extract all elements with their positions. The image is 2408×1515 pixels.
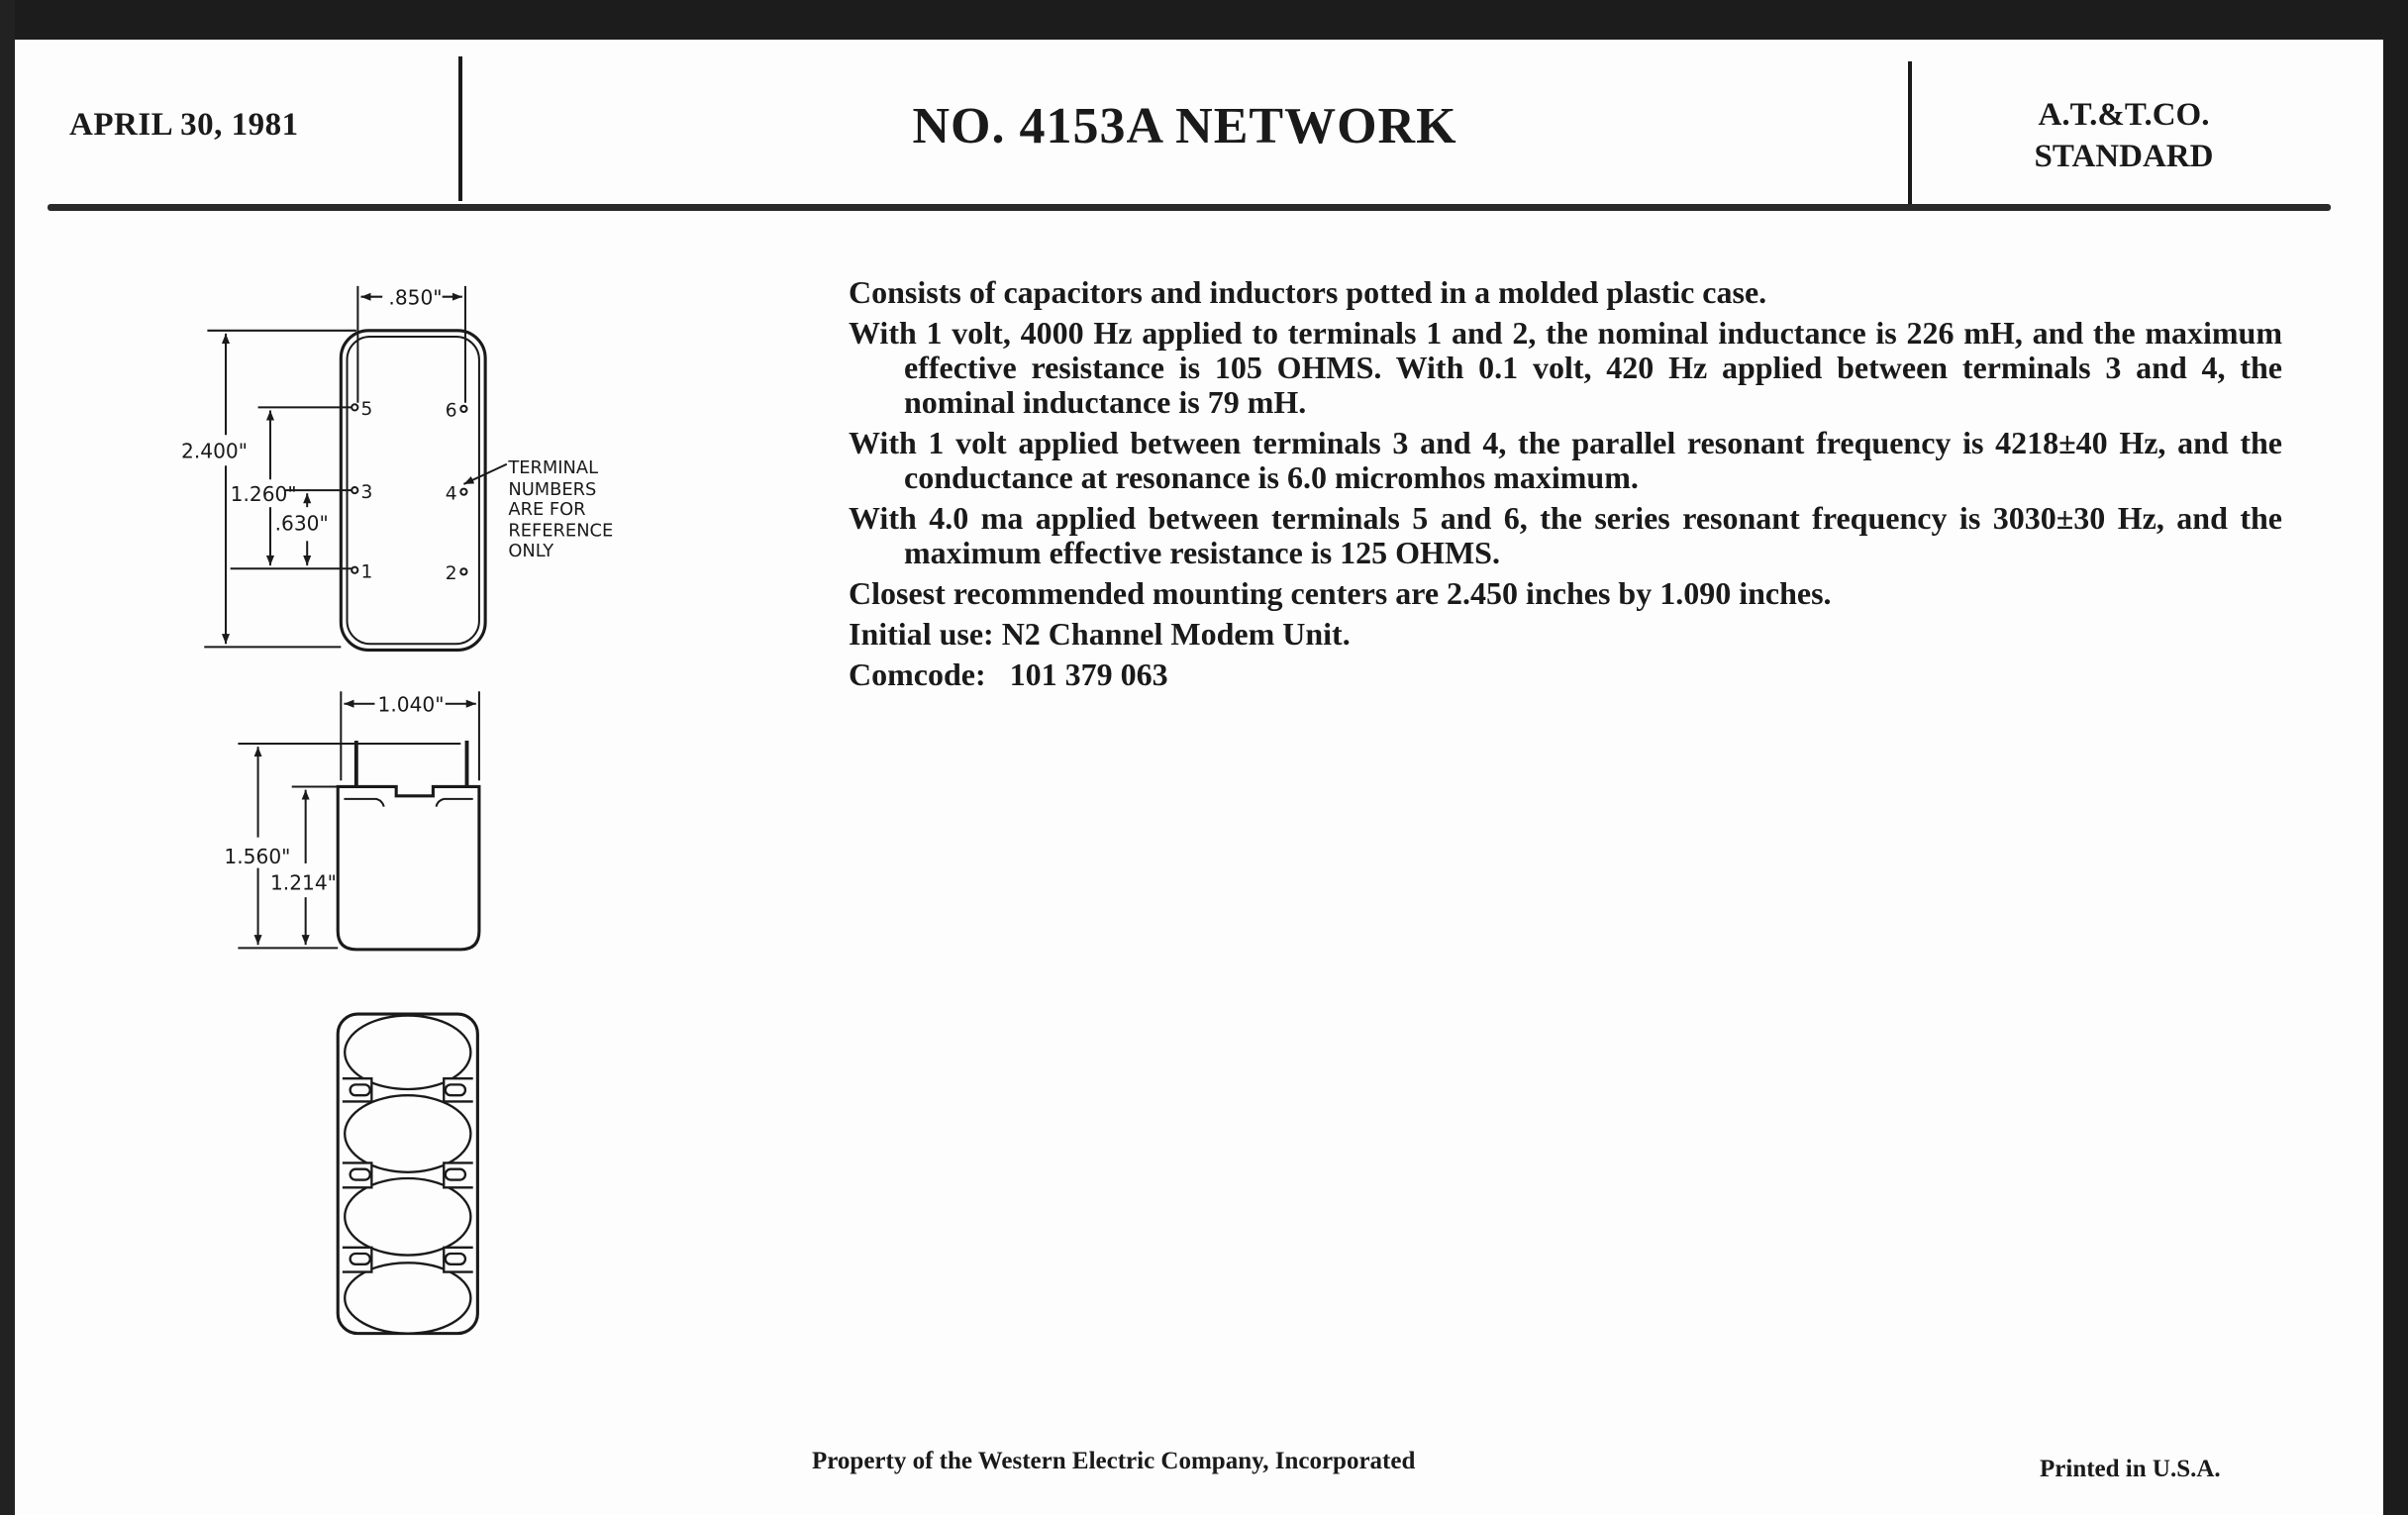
note-line: TERMINAL: [508, 457, 599, 479]
property-notice: Property of the Western Electric Company, Incorporated: [812, 1448, 1416, 1474]
standard-line-1: A.T.&T.CO.: [2038, 97, 2210, 133]
note-line: ONLY: [508, 540, 554, 561]
side-width-dim-label: 1.040": [377, 692, 445, 717]
terminal-5: 5: [360, 399, 373, 421]
description-paragraph: With 1 volt, 4000 Hz applied to terminals 1 and 2, the nominal inductance is 226 mH, and the maximum effective resistance is 105 OHMS. With 0.1 volt, 420 Hz applied between terminals 3 and 4, the nominal inductance is 79 mH.: [849, 315, 2282, 420]
description-paragraph: Comcode: 101 379 063: [849, 656, 1168, 692]
note-line: REFERENCE: [508, 520, 614, 542]
issue-date: APRIL 30, 1981: [69, 107, 299, 143]
terminal-3: 3: [360, 481, 373, 503]
printed-notice: Printed in U.S.A.: [2040, 1456, 2221, 1482]
height-dim-label: 2.400": [181, 439, 249, 463]
description-paragraph: With 1 volt applied between terminals 3 and 4, the parallel resonant frequency is 4218±40 Hz, and the conductance at resonance is 6.0 micromhos maximum.: [849, 425, 2282, 495]
description-paragraph: Closest recommended mounting centers are 2.450 inches by 1.090 inches.: [849, 575, 1832, 611]
bottom-view: [338, 1014, 477, 1334]
body-height-dim-label: 1.214": [269, 870, 337, 895]
side-view: [238, 691, 479, 950]
width-dim-label: .850": [388, 285, 443, 310]
overall-height-dim-label: 1.560": [224, 845, 291, 869]
terminal-note: [507, 457, 613, 561]
description-paragraph: Initial use: N2 Channel Modem Unit.: [849, 616, 1351, 652]
terminal-2: 2: [445, 563, 457, 585]
terminal-1: 1: [360, 561, 373, 583]
terminal-6: 6: [445, 400, 457, 422]
note-line: ARE FOR: [508, 498, 586, 520]
spacing-dim-label: 1.260": [230, 481, 297, 506]
description-paragraph: With 4.0 ma applied between terminals 5 and 6, the series resonant frequency is 3030±30 Hz, and the maximum effective resistance is 125 OHMS.: [849, 500, 2282, 570]
note-line: NUMBERS: [508, 478, 597, 500]
terminal-4: 4: [445, 483, 457, 505]
page-title: NO. 4153A NETWORK: [912, 98, 1457, 154]
top-view: [204, 286, 507, 651]
description-paragraph: Consists of capacitors and inductors potted in a molded plastic case.: [849, 274, 1767, 310]
standard-line-2: STANDARD: [2034, 139, 2214, 174]
half-spacing-dim-label: .630": [274, 511, 329, 536]
